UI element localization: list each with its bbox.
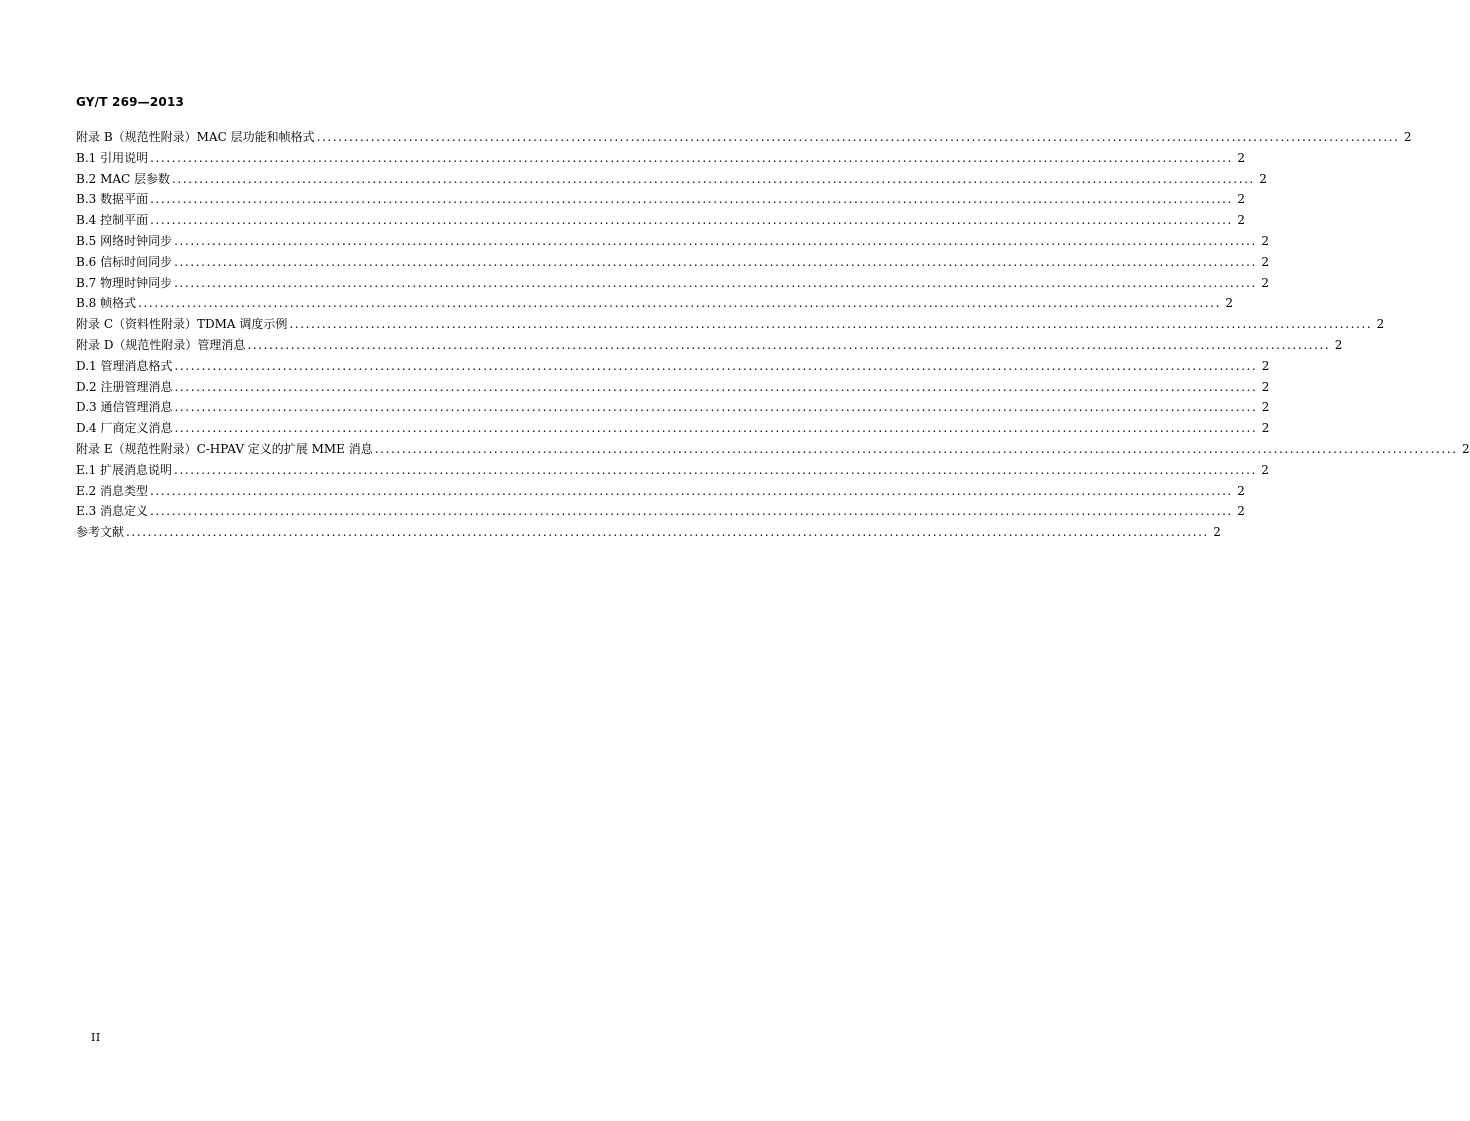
toc-dot-leader: ........................................................................................................................................................................................................ xyxy=(150,192,1233,207)
toc-entry[interactable] xyxy=(76,461,1269,482)
toc-entry-title: E.3 消息定义 xyxy=(76,504,149,519)
toc-entry-title: 附录 C（资料性附录）TDMA 调度示例 xyxy=(76,317,288,332)
toc-entry-page: 2 xyxy=(1334,337,1343,352)
toc-dot-leader: ........................................................................................................................................................................................................ xyxy=(174,358,1258,373)
toc-dot-leader: ........................................................................................................................................................................................................ xyxy=(150,483,1233,498)
toc-entry[interactable] xyxy=(76,482,1245,503)
toc-entry-page: 2 xyxy=(1261,233,1269,248)
toc-dot-leader: ........................................................................................................................................................................................................ xyxy=(374,441,1458,456)
toc-entry[interactable] xyxy=(76,336,1343,357)
toc-dot-leader: ........................................................................................................................................................................................................ xyxy=(316,130,1400,144)
toc-entry-page: 2 xyxy=(1237,213,1245,228)
toc-entry-page: 2 xyxy=(1261,275,1269,290)
toc-entry-title: B.5 网络时钟同步 xyxy=(76,233,173,248)
toc-dot-leader: ........................................................................................................................................................................................................ xyxy=(174,254,1257,269)
toc-entry-title: 参考文献 xyxy=(76,525,125,540)
toc-entry-title: B.6 信标时间同步 xyxy=(76,254,173,269)
toc-entry-title: 附录 D（规范性附录）管理消息 xyxy=(76,337,246,352)
toc-entry-title: 附录 E（规范性附录）C-HPAV 定义的扩展 MME 消息 xyxy=(76,441,373,456)
toc-entry-page: 2 xyxy=(1403,130,1412,144)
toc-entry-page: 2 xyxy=(1261,379,1270,394)
toc-entry[interactable] xyxy=(76,378,1270,399)
toc-entry[interactable] xyxy=(76,523,1221,544)
toc-entry[interactable] xyxy=(76,149,1245,170)
toc-entry-page: 2 xyxy=(1237,483,1245,498)
toc-entry-title: D.4 厂商定义消息 xyxy=(76,421,173,436)
toc-entry-page: 2 xyxy=(1237,192,1245,207)
toc-dot-leader: ........................................................................................................................................................................................................ xyxy=(247,337,1331,352)
toc-dot-leader: ........................................................................................................................................................................................................ xyxy=(126,525,1209,540)
toc-entry-page: 2 xyxy=(1237,504,1245,519)
toc-entry-page: 2 xyxy=(1261,421,1270,436)
toc-entry[interactable] xyxy=(76,357,1270,378)
toc-dot-leader: ........................................................................................................................................................................................................ xyxy=(174,379,1258,394)
toc-entry-page: 2 xyxy=(1376,317,1385,332)
toc-entry-page: 2 xyxy=(1225,296,1233,311)
toc-dot-leader: ........................................................................................................................................................................................................ xyxy=(174,421,1258,436)
toc-dot-leader: ........................................................................................................................................................................................................ xyxy=(174,275,1257,290)
toc-entry-title: B.7 物理时钟同步 xyxy=(76,275,173,290)
toc-entry[interactable] xyxy=(76,190,1245,211)
toc-entry[interactable] xyxy=(76,502,1245,523)
toc-entry-title: B.1 引用说明 xyxy=(76,150,149,165)
toc-entry-title: B.4 控制平面 xyxy=(76,213,149,228)
toc-entry[interactable] xyxy=(76,128,1412,149)
toc-entry-title: B.8 帧格式 xyxy=(76,296,137,311)
toc-entry[interactable] xyxy=(76,253,1269,274)
toc-entry-page: 2 xyxy=(1237,150,1245,165)
toc-dot-leader: ........................................................................................................................................................................................................ xyxy=(150,504,1233,519)
table-of-contents xyxy=(76,128,1470,544)
document-code: GY/T 269—2013 xyxy=(76,95,185,109)
toc-entry[interactable] xyxy=(76,232,1269,253)
toc-entry-page: 2 xyxy=(1213,525,1221,540)
toc-entry[interactable] xyxy=(76,294,1233,315)
toc-dot-leader: ........................................................................................................................................................................................................ xyxy=(174,233,1257,248)
toc-entry-title: B.2 MAC 层参数 xyxy=(76,171,171,186)
toc-entry-page: 2 xyxy=(1462,441,1470,456)
toc-dot-leader: ........................................................................................................................................................................................................ xyxy=(150,213,1233,228)
toc-dot-leader: ........................................................................................................................................................................................................ xyxy=(138,296,1221,311)
toc-dot-leader: ........................................................................................................................................................................................................ xyxy=(174,400,1258,415)
toc-entry-title: E.2 消息类型 xyxy=(76,483,149,498)
toc-entry[interactable] xyxy=(76,274,1269,295)
toc-entry-title: E.1 扩展消息说明 xyxy=(76,462,173,477)
toc-entry-title: D.1 管理消息格式 xyxy=(76,358,173,373)
toc-entry[interactable] xyxy=(76,440,1470,461)
toc-entry-page: 2 xyxy=(1261,462,1269,477)
toc-entry-title: D.2 注册管理消息 xyxy=(76,379,173,394)
toc-dot-leader: ........................................................................................................................................................................................................ xyxy=(150,150,1233,165)
page-number: II xyxy=(91,1031,101,1044)
toc-dot-leader: ........................................................................................................................................................................................................ xyxy=(174,462,1257,477)
toc-dot-leader: ........................................................................................................................................................................................................ xyxy=(172,171,1255,186)
toc-entry[interactable] xyxy=(76,419,1270,440)
toc-entry-title: D.3 通信管理消息 xyxy=(76,400,173,415)
toc-entry-page: 2 xyxy=(1261,254,1269,269)
toc-entry-page: 2 xyxy=(1261,358,1270,373)
toc-entry-page: 2 xyxy=(1259,171,1267,186)
toc-entry[interactable] xyxy=(76,398,1270,419)
toc-entry[interactable] xyxy=(76,211,1245,232)
toc-entry[interactable] xyxy=(76,315,1385,336)
toc-dot-leader: ........................................................................................................................................................................................................ xyxy=(289,317,1373,332)
toc-entry-title: 附录 B（规范性附录）MAC 层功能和帧格式 xyxy=(76,130,315,144)
toc-entry-page: 2 xyxy=(1261,400,1270,415)
toc-entry-title: B.3 数据平面 xyxy=(76,192,149,207)
toc-entry[interactable] xyxy=(76,170,1267,191)
